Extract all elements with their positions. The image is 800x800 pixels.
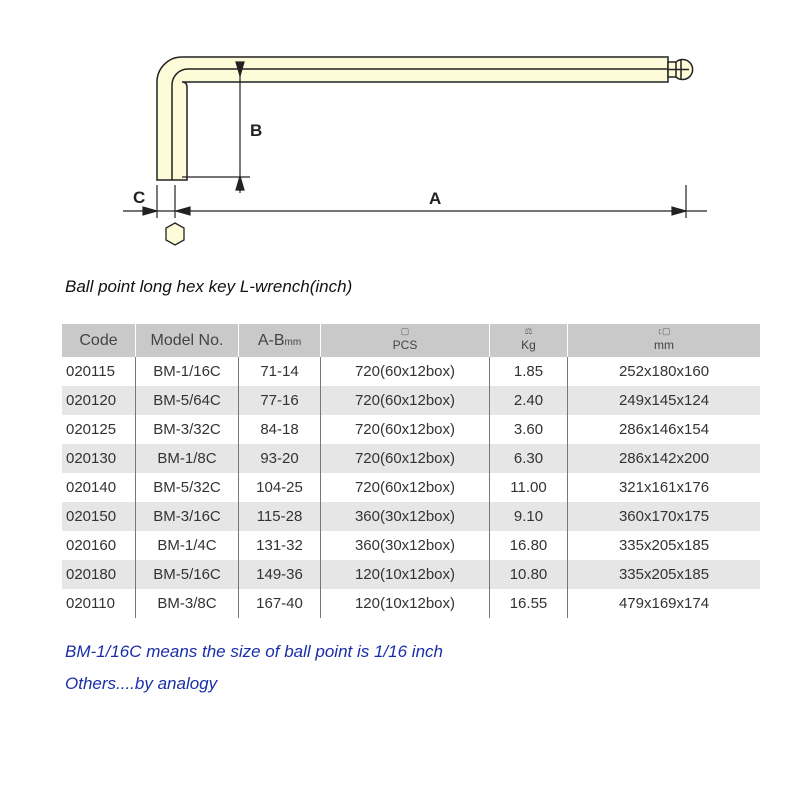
- cell-pcs: 720(60x12box): [321, 386, 490, 415]
- cell-code: 020150: [62, 502, 136, 531]
- label-b: B: [250, 121, 263, 140]
- cell-kg: 16.55: [490, 589, 568, 618]
- header-model: Model No.: [136, 324, 239, 357]
- wrench-diagram: [0, 0, 800, 260]
- cell-code: 020160: [66, 537, 117, 554]
- table-row: [62, 357, 760, 386]
- table-row: [62, 589, 760, 618]
- header-mm: [568, 324, 761, 357]
- cell-kg: 11.00: [490, 473, 568, 502]
- cell-pcs: 720(60x12box): [321, 473, 490, 502]
- cell-model: BM-5/16C: [136, 560, 239, 589]
- cell-pcs: 120(10x12box): [321, 589, 490, 618]
- cell-dimensions: 335x205x185: [568, 560, 761, 589]
- table-caption: Ball point long hex key L-wrench(inch): [65, 277, 353, 296]
- cell-ab: 167-40: [239, 589, 321, 618]
- cell-ab: 71-14: [239, 357, 321, 386]
- cell-code: 020110: [66, 595, 115, 612]
- header-ab-label: A-B: [257, 331, 285, 349]
- cell-ab: 104-25: [239, 473, 321, 502]
- cell-pcs: 720(60x12box): [321, 444, 490, 473]
- box-icon: ▢: [400, 326, 410, 336]
- label-c: C: [133, 188, 146, 207]
- cell-model: BM-5/32C: [136, 473, 239, 502]
- box-dimension-icon: ↕▢: [657, 326, 671, 336]
- cell-ab: 149-36: [239, 560, 321, 589]
- header-kg-label: Kg: [521, 338, 536, 352]
- cell-ab: 77-16: [239, 386, 321, 415]
- cell-model: BM-3/16C: [136, 502, 239, 531]
- table-row: [62, 502, 760, 531]
- label-a: A: [429, 189, 442, 208]
- cell-dimensions: 286x146x154: [568, 415, 761, 444]
- cell-dimensions: 360x170x175: [568, 502, 761, 531]
- cell-kg: 6.30: [490, 444, 568, 473]
- cell-dimensions: 286x142x200: [568, 444, 761, 473]
- cell-kg: 10.80: [490, 560, 568, 589]
- cell-ab: 115-28: [239, 502, 321, 531]
- wrench-body: [157, 57, 668, 180]
- cell-dimensions: 321x161x176: [568, 473, 761, 502]
- cell-pcs: 360(30x12box): [321, 531, 490, 560]
- cell-model: BM-1/16C: [136, 357, 239, 386]
- cell-model: BM-3/32C: [136, 415, 239, 444]
- header-code: Code: [62, 324, 136, 357]
- cell-code: 020115: [66, 363, 115, 380]
- cell-pcs: 120(10x12box): [321, 560, 490, 589]
- cell-ab: 131-32: [239, 531, 321, 560]
- cell-code: 020120: [62, 386, 136, 415]
- cell-dimensions: 252x180x160: [568, 357, 761, 386]
- cell-pcs: 720(60x12box): [321, 357, 490, 386]
- cell-model: BM-5/64C: [136, 386, 239, 415]
- table-row: [62, 444, 760, 473]
- cell-code: 020140: [66, 479, 117, 496]
- cell-model: BM-3/8C: [136, 589, 239, 618]
- table-row: [62, 531, 760, 560]
- cell-model: BM-1/8C: [136, 444, 239, 473]
- cell-dimensions: 249x145x124: [568, 386, 761, 415]
- cell-kg: 2.40: [490, 386, 568, 415]
- cell-pcs: 360(30x12box): [321, 502, 490, 531]
- cell-model: BM-1/4C: [136, 531, 239, 560]
- header-ab-unit: mm: [284, 336, 302, 348]
- header-pcs: [321, 324, 490, 357]
- header-kg: [490, 324, 568, 357]
- cell-kg: 1.85: [490, 357, 568, 386]
- table-row: [62, 386, 760, 415]
- cell-code: 020130: [62, 444, 136, 473]
- table-row: [62, 415, 760, 444]
- note-analogy: Others....by analogy: [65, 674, 218, 693]
- header-ab: [239, 324, 321, 357]
- hex-cross-section-icon: [166, 223, 184, 245]
- table-row: [62, 473, 760, 502]
- header-mm-label: mm: [654, 338, 674, 352]
- cell-kg: 16.80: [490, 531, 568, 560]
- cell-code: 020180: [62, 560, 136, 589]
- cell-code: 020125: [66, 421, 117, 438]
- header-pcs-label: PCS: [392, 338, 418, 352]
- cell-ab: 84-18: [239, 415, 321, 444]
- cell-ab: 93-20: [239, 444, 321, 473]
- cell-kg: 3.60: [490, 415, 568, 444]
- spec-table: [62, 324, 760, 618]
- table-row: [62, 560, 760, 589]
- cell-dimensions: 479x169x174: [568, 589, 761, 618]
- cell-pcs: 720(60x12box): [321, 415, 490, 444]
- cell-kg: 9.10: [490, 502, 568, 531]
- note-size: BM-1/16C means the size of ball point is 1/16 inch: [65, 642, 443, 661]
- cell-dimensions: 335x205x185: [568, 531, 761, 560]
- weight-icon: ⚖: [524, 326, 533, 336]
